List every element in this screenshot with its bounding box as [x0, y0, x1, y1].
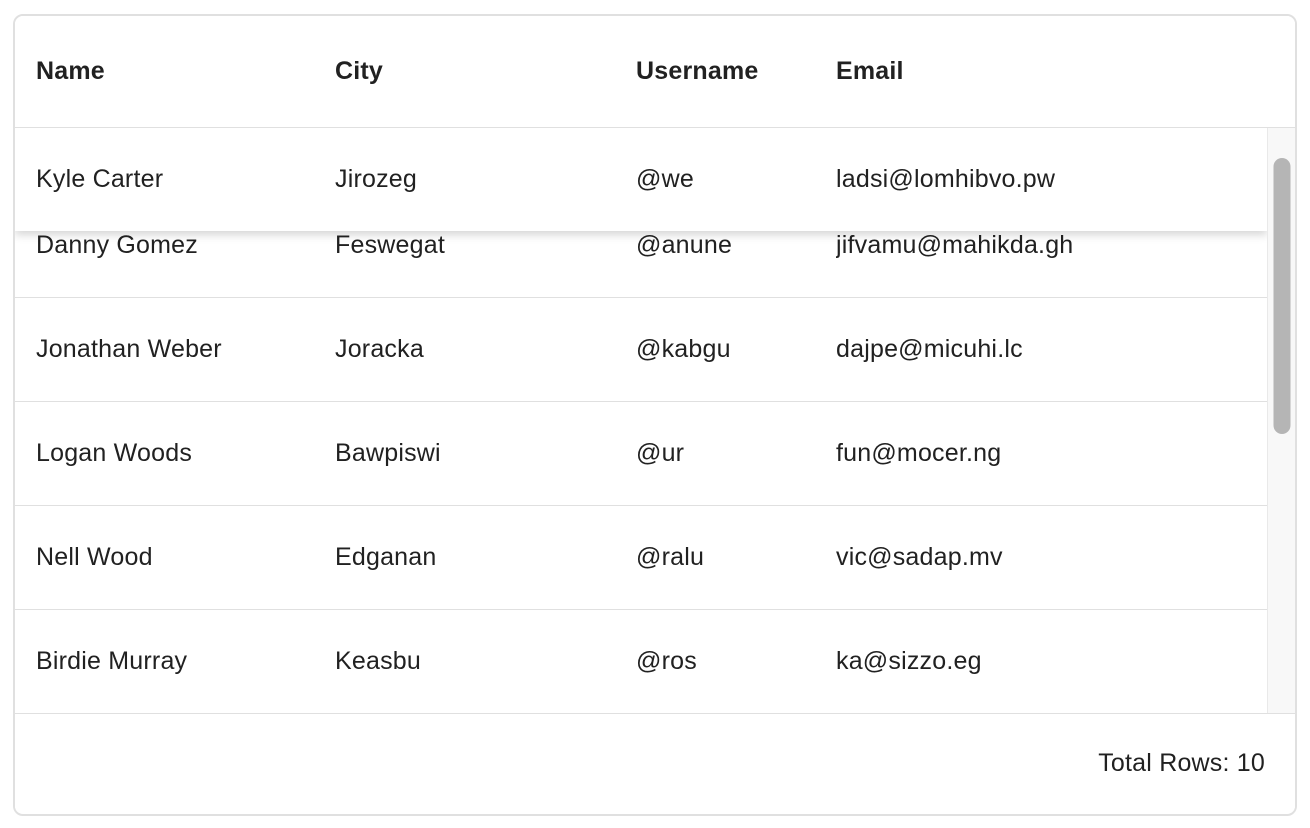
table-row-pinned[interactable]	[15, 128, 1267, 231]
scrollbar-thumb[interactable]	[1273, 158, 1290, 434]
cell-username: @ralu	[636, 543, 705, 571]
cell-email: vic@sadap.mv	[836, 543, 1003, 571]
total-rows-label: Total Rows: 10	[1098, 749, 1265, 777]
table-row[interactable]	[15, 298, 1267, 402]
table-rows-container	[15, 194, 1267, 713]
cell-city: Edganan	[335, 543, 437, 571]
cell-email: ladsi@lomhibvo.pw	[836, 165, 1056, 193]
cell-username: @ros	[636, 647, 697, 675]
table-row[interactable]	[15, 506, 1267, 610]
table-header	[15, 16, 1295, 128]
cell-email: ka@sizzo.eg	[836, 647, 982, 675]
cell-username: @ur	[636, 439, 685, 467]
cell-email: jifvamu@mahikda.gh	[836, 231, 1074, 259]
scrollbar-track[interactable]	[1267, 128, 1295, 713]
table-row[interactable]	[15, 402, 1267, 506]
column-header-city: City	[335, 57, 384, 85]
table-footer	[15, 713, 1295, 813]
cell-email: dajpe@micuhi.lc	[836, 335, 1023, 363]
cell-name: Birdie Murray	[36, 647, 188, 675]
table-row[interactable]	[15, 610, 1267, 713]
column-header-email: Email	[836, 57, 904, 85]
cell-city: Keasbu	[335, 647, 421, 675]
user-table-card	[13, 14, 1297, 816]
column-header-name: Name	[36, 57, 105, 85]
cell-name: Kyle Carter	[36, 165, 164, 193]
cell-name: Nell Wood	[36, 543, 153, 571]
cell-name: Danny Gomez	[36, 231, 198, 259]
cell-username: @kabgu	[636, 335, 731, 363]
cell-city: Joracka	[335, 335, 424, 363]
cell-city: Bawpiswi	[335, 439, 441, 467]
cell-city: Jirozeg	[335, 165, 417, 193]
cell-username: @anune	[636, 231, 733, 259]
cell-username: @we	[636, 165, 694, 193]
table-body	[15, 128, 1295, 713]
cell-name: Logan Woods	[36, 439, 193, 467]
cell-name: Jonathan Weber	[36, 335, 222, 363]
cell-city: Feswegat	[335, 231, 445, 259]
cell-email: fun@mocer.ng	[836, 439, 1002, 467]
column-header-username: Username	[636, 57, 759, 85]
